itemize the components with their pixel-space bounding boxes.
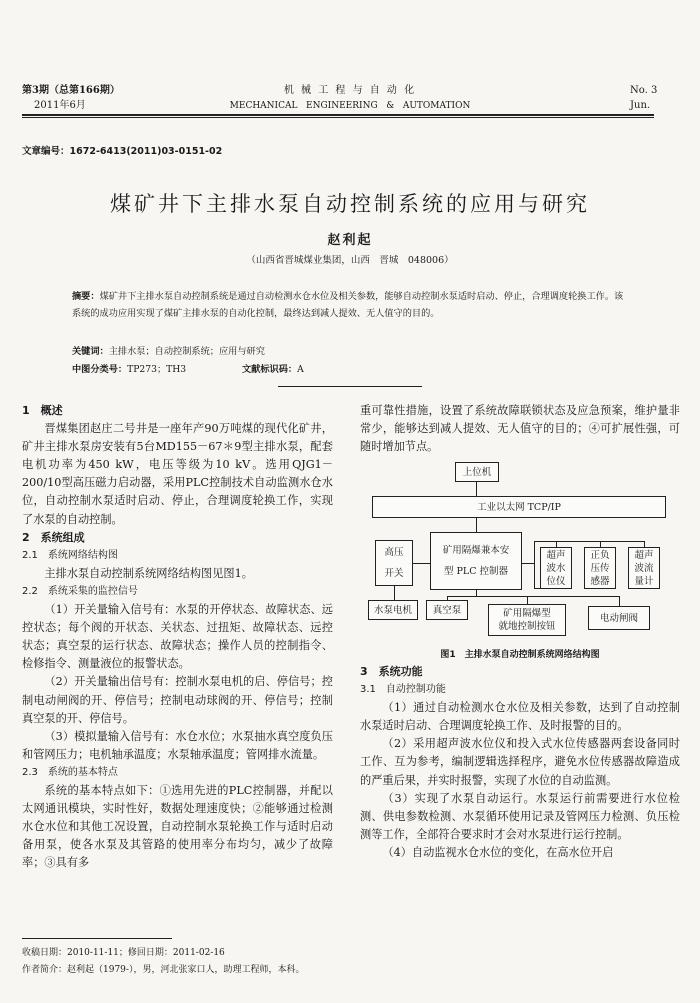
section-heading: 3 系统功能 (360, 665, 423, 678)
figure-caption: 图1 主排水泵自动控制系统网络结构图 (440, 650, 600, 660)
flow-meter-label: 超声 波流 量计 (634, 549, 654, 587)
right-top-paragraph: 重可靠性措施，设置了系统故障联锁状态及应急预案，维护量非常少，能够达到减人提效、无人值守的目的；④可扩展性强，可随时增加节点。 (360, 404, 680, 454)
plc-label-2: 型 PLC 控制器 (443, 566, 508, 577)
ethernet-label: 工业以太网 TCP/IP (477, 501, 561, 513)
paragraph: 系统的基本特点如下：①选用先进的PLC控制器，并配以太网通讯模块，实时性好，数据处理速度快；②能够通过检测水仓水位和其他工况设置，自动控制水泵轮换工作与适时启动备用泵，使各水泵及其管路的使用率分布均匀，减少了故障率；③具有多 (22, 783, 333, 870)
abstract-text: 煤矿井下主排水泵自动控制系统是通过自动检测水仓水位及相关参数，能够自动控制水泵适时启动、停止，合理调度轮换工作。该系统的成功应用实现了煤矿主排水泵的自动化控制，最终达到减人提效、无人值守的目的。 (72, 291, 624, 319)
electric-valve-box (588, 606, 650, 630)
doc-code-label: 文献标识码： (242, 364, 298, 375)
classification (72, 361, 304, 375)
pressure-sensor-box (584, 547, 616, 589)
paragraph: （1）开关量输入信号有：水泵的开停状态、故障状态、远控状态；每个阀的开状态、关状态、过扭矩、故障状态、远控状态；真空泵的运行状态、故障状态；操作人员的控制指令、检修指令、测量液位的报警状态。 (22, 603, 333, 671)
author-info: 作者简介：赵利起（1979-），男，河北张家口人，助理工程师，本科。 (22, 965, 305, 975)
right-column-top (360, 402, 680, 456)
section-heading: 3.1 自动控制功能 (360, 684, 446, 696)
paragraph: （2）开关量输出信号有：控制水泵电机的启、停信号；控制电动闸阀的开、停信号；控制电动球阀的开、停信号；控制真空泵的开、停信号。 (22, 675, 333, 725)
keywords-text: 主排水泵；自动控制系统；应用与研究 (108, 346, 265, 357)
paragraph: （2）采用超声波水位仪和投入式水位传感器两套设备同时工作、互为参考，编制逻辑选择程序，避免水位传感器故障造成的严重后果，并实时报警，实现了水位的自动监测。 (360, 737, 680, 787)
footnote-rule (22, 938, 172, 939)
upper-computer-label: 上位机 (462, 466, 492, 478)
issue-number: 第3期（总第166期） (22, 85, 120, 96)
ethernet-box (372, 496, 666, 518)
section-heading: 2.3 系统的基本特点 (22, 766, 118, 778)
keywords-label: 关键词： (72, 346, 109, 357)
abstract-label: 摘要： (72, 291, 100, 302)
paragraph: （3）实现了水泵自动运行。水泵运行前需要进行水位检测、供电参数检测、水泵循环使用记录及管网压力检测、负压检测等工作，全部符合要求时才会对水泵进行运行控制。 (360, 791, 680, 841)
page-title: 煤矿井下主排水泵自动控制系统的应用与研究 (110, 192, 590, 216)
hv-switch-box (375, 540, 413, 586)
pressure-sensor-label: 正负 压传 感器 (590, 549, 610, 587)
paragraph: （3）模拟量输入信号有：水仓水位；水泵抽水真空度负压和管网压力；电机轴承温度；水泵轴承温度；管网排水流量。 (22, 729, 333, 761)
hv-switch-label-1: 高压 (384, 547, 404, 558)
section-heading: 2.2 系统采集的监控信号 (22, 585, 138, 597)
ultrasonic-level-label: 超声 波水 位仪 (546, 549, 566, 587)
received-date: 收稿日期：2010-11-11；修回日期：2011-02-16 (22, 948, 225, 958)
issue-month-en: Jun. (630, 100, 651, 111)
electric-valve-label: 电动闸阀 (599, 612, 638, 624)
local-control-box (488, 604, 566, 636)
issue-date: 2011年6月 (34, 100, 86, 111)
plc-label-1: 矿用隔爆兼本安 (442, 545, 510, 556)
class-value: TP273；TH3 (127, 364, 187, 375)
section-heading: 1 概述 (22, 404, 63, 417)
local-control-label: 矿用隔爆型 就地控制按钮 (498, 608, 556, 632)
section-heading: 2 系统组成 (22, 530, 85, 544)
article-number: 文章编号：1672-6413(2011)03-0151-02 (22, 146, 223, 157)
left-column (22, 402, 333, 872)
abstract-divider (278, 386, 422, 387)
hv-switch-label-2: 开关 (384, 568, 404, 579)
class-label: 中图分类号： (72, 364, 128, 375)
vacuum-pump-box (426, 600, 468, 620)
right-column (360, 663, 680, 862)
paragraph: （1）通过自动检测水仓水位及相关参数，达到了自动控制水泵适时启动、合理调度轮换工作、及时报警的目的。 (360, 701, 680, 733)
upper-computer-box (455, 462, 499, 482)
header-rule-top (22, 114, 654, 116)
journal-title-cn: 机 械 工 程 与 自 动 化 (283, 85, 417, 96)
pump-motor-label: 水泵电机 (373, 604, 412, 616)
doc-code-value: A (297, 364, 304, 375)
vacuum-pump-label: 真空泵 (432, 604, 462, 616)
section-heading: 2.1 系统网络结构图 (22, 549, 118, 561)
keywords (72, 343, 265, 357)
author: 赵利起 (327, 233, 373, 248)
issue-no-en: No. 3 (630, 85, 658, 96)
pump-motor-box (368, 600, 418, 620)
header-rule-bottom (22, 117, 654, 118)
plc-controller-box (430, 532, 522, 590)
paragraph: 主排水泵自动控制系统网络结构图见图1。 (44, 566, 253, 580)
journal-title-en: MECHANICAL ENGINEERING & AUTOMATION (229, 101, 471, 111)
flow-meter-box (628, 547, 660, 589)
abstract (72, 288, 632, 322)
ultrasonic-level-box (540, 547, 572, 589)
affiliation: （山西省晋城煤业集团，山西 晋城 048006） (246, 255, 454, 266)
paragraph: 晋煤集团赵庄二号井是一座年产90万吨煤的现代化矿井，矿井主排水泵房安装有5台MD155－67＊9型主排水泵，配套电机功率为450 kW，电压等级为10 kV。选用QJG1－200/10型高压磁力启动器，采用PLC控制技术自动监测水仓水位，自动控制水泵适时启动、停止，合理调度轮换工作，实现了水泵的自动控制。 (22, 422, 333, 526)
paragraph: （4）自动监视水仓水位的变化，在高水位开启 (382, 845, 614, 859)
